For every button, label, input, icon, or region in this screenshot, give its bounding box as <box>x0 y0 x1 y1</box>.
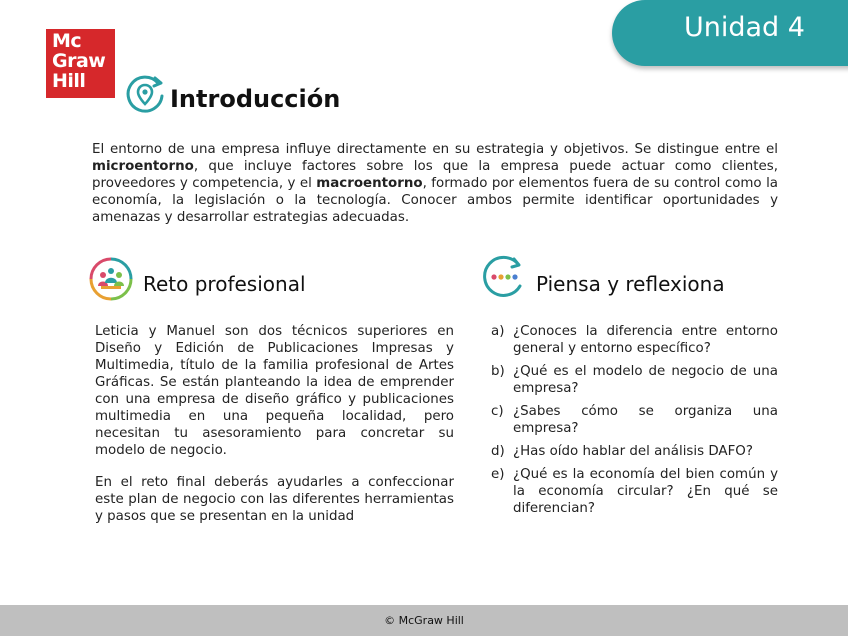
reto-paragraph-2: En el reto final deberás ayudarles a confeccionar este plan de negocio con las diferentes herramientas y pasos que se presentan en la unidad <box>95 475 454 524</box>
question-letter: a) <box>491 324 505 339</box>
intro-text-1: El entorno de una empresa influye directamente en su estrategia y objetivos. Se distingue entre el <box>92 142 778 157</box>
reto-title: Reto profesional <box>143 272 306 296</box>
question-letter: e) <box>491 467 505 482</box>
question-letter: d) <box>491 444 505 459</box>
team-cycle-icon <box>88 256 134 302</box>
footer-bar <box>0 605 848 636</box>
location-pin-icon <box>124 74 166 116</box>
piensa-title: Piensa y reflexiona <box>536 272 725 296</box>
question-letter: c) <box>491 404 504 419</box>
reflection-questions <box>491 323 778 523</box>
copyright-text: © McGraw Hill <box>384 614 464 627</box>
intro-paragraph <box>92 141 778 226</box>
question-item <box>491 466 778 517</box>
question-text: ¿Qué es el modelo de negocio de una empresa? <box>513 364 778 396</box>
mcgraw-hill-logo <box>46 29 115 98</box>
question-item <box>491 403 778 437</box>
unit-tab <box>612 0 848 66</box>
question-text: ¿Has oído hablar del análisis DAFO? <box>513 444 753 459</box>
intro-text-3: , formado por elementos fuera de su control como la economía, la legislación o la tecnología. Conocer ambos permite identificar oportunidades y amenazas y desarrollar estrategias adecuadas. <box>92 176 778 225</box>
question-text: ¿Sabes cómo se organiza una empresa? <box>513 404 778 436</box>
logo-line-3: Hill <box>52 70 86 92</box>
reto-body <box>95 323 454 540</box>
microentorno-term: microentorno <box>92 159 194 174</box>
question-text: ¿Conoces la diferencia entre entorno general y entorno específico? <box>513 324 778 356</box>
reto-paragraph-1: Leticia y Manuel son dos técnicos superiores en Diseño y Edición de Publicaciones Impresas y Multimedia, título de la familia profesional de Artes Gráficas. Se están planteando la idea de emprender con una empresa de diseño gráfico y publicaciones multimedia en una pequeña localidad, pero necesitan tu asesoramiento para concretar su modelo de negocio. <box>95 324 454 458</box>
logo-line-1: Mc <box>52 30 82 52</box>
macroentorno-term: macroentorno <box>316 176 423 191</box>
intro-title: Introducción <box>170 85 341 113</box>
question-item <box>491 363 778 397</box>
thinking-dots-icon <box>480 254 526 300</box>
logo-line-2: Graw <box>52 50 106 72</box>
question-item <box>491 323 778 357</box>
unit-label: Unidad 4 <box>684 12 805 43</box>
intro-text-2: , que incluye factores sobre los que la empresa puede actuar como clientes, proveedores y competencia, y el <box>92 159 778 191</box>
question-text: ¿Qué es la economía del bien común y la economía circular? ¿En qué se diferencian? <box>513 467 778 516</box>
question-item <box>491 443 778 460</box>
question-letter: b) <box>491 364 505 379</box>
